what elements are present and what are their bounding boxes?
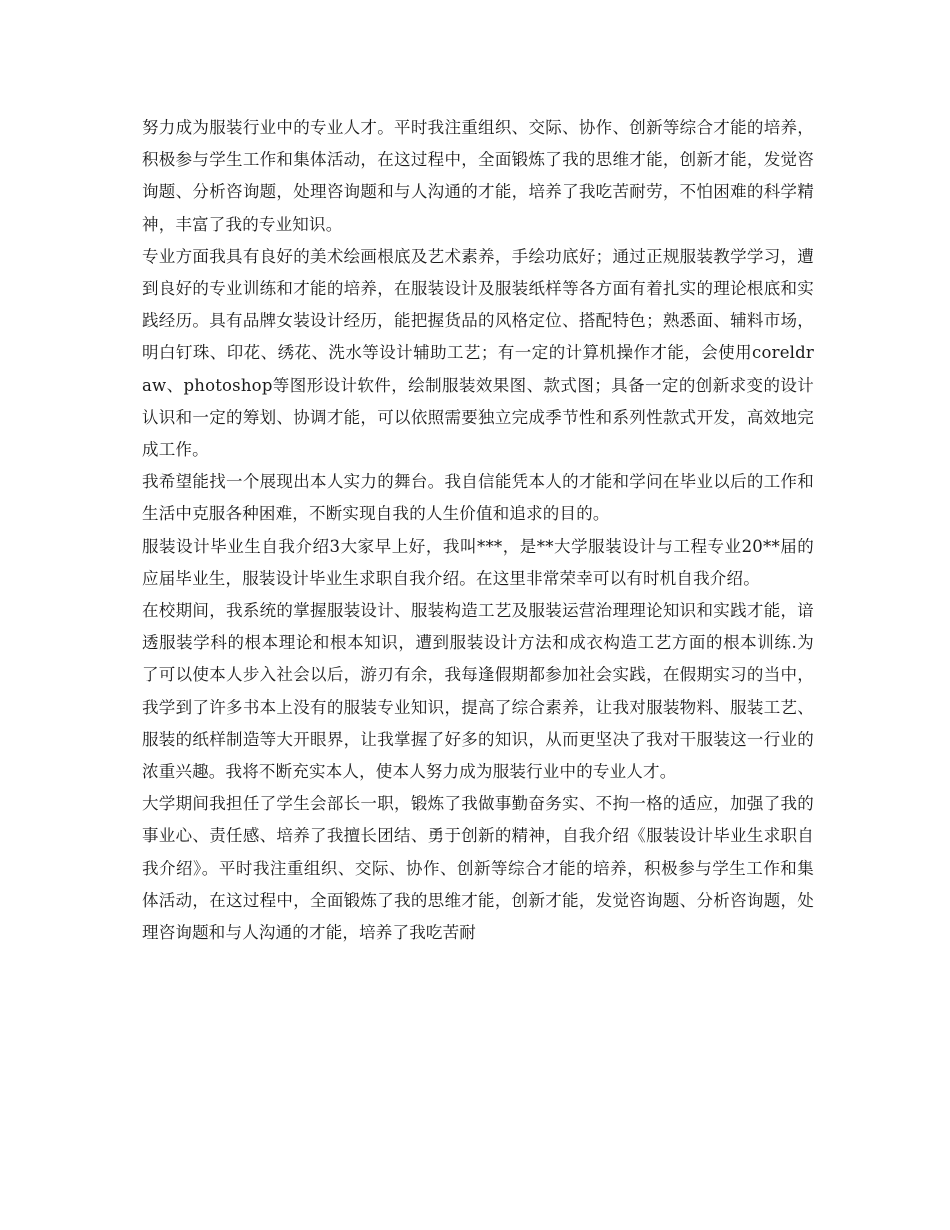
paragraph: 服装设计毕业生自我介绍3大家早上好，我叫***，是**大学服装设计与工程专业20**届的应届毕业生，服装设计毕业生求职自我介绍。在这里非常荣幸可以有时机自我介绍。 bbox=[142, 536, 814, 588]
paragraph: 在校期间，我系统的掌握服装设计、服装构造工艺及服装运营治理理论知识和实践才能，谙透服装学科的根本理论和根本知识，遭到服装设计方法和成衣构造工艺方面的根本训练.为了可以使本人步入社会以后，游刃有余，我每逢假期都参加社会实践，在假期实习的当中，我学到了许多书本上没有的服装专业知识，提高了综合素养，让我对服装物料、服装工艺、服装的纸样制造等大开眼界，让我掌握了好多的知识，从而更坚决了我对干服装这一行业的浓重兴趣。我将不断充实本人，使本人努力成为服装行业中的专业人才。 bbox=[142, 601, 814, 782]
paragraph: 专业方面我具有良好的美术绘画根底及艺术素养，手绘功底好；通过正规服装教学学习，遭到良好的专业训练和才能的培养，在服装设计及服装纸样等各方面有着扎实的理论根底和实践经历。具有品牌女装设计经历，能把握货品的风格定位、搭配特色；熟悉面、辅料市场，明白钉珠、印花、绣花、洗水等设计辅助工艺；有一定的计算机操作才能，会使用coreldraw、photoshop等图形设计软件，绘制服装效果图、款式图；具备一定的创新求变的设计认识和一定的筹划、协调才能，可以依照需要独立完成季节性和系列性款式开发，高效地完成工作。 bbox=[142, 246, 814, 460]
paragraph: 大学期间我担任了学生会部长一职，锻炼了我做事勤奋务实、不拘一格的适应，加强了我的事业心、责任感、培养了我擅长团结、勇于创新的精神，自我介绍《服装设计毕业生求职自我介绍》。平时我注重组织、交际、协作、创新等综合才能的培养，积极参与学生工作和集体活动，在这过程中，全面锻炼了我的思维才能，创新才能，发觉咨询题、分析咨询题，处理咨询题和与人沟通的才能，培养了我吃苦耐 bbox=[142, 794, 814, 943]
paragraph: 努力成为服装行业中的专业人才。平时我注重组织、交际、协作、创新等综合才能的培养，积极参与学生工作和集体活动，在这过程中，全面锻炼了我的思维才能，创新才能，发觉咨询题、分析咨询题，处理咨询题和与人沟通的才能，培养了我吃苦耐劳，不怕困难的科学精神，丰富了我的专业知识。 bbox=[142, 118, 814, 234]
document-body bbox=[142, 112, 814, 949]
paragraph: 我希望能找一个展现出本人实力的舞台。我自信能凭本人的才能和学问在毕业以后的工作和生活中克服各种困难，不断实现自我的人生价值和追求的目的。 bbox=[142, 472, 814, 524]
